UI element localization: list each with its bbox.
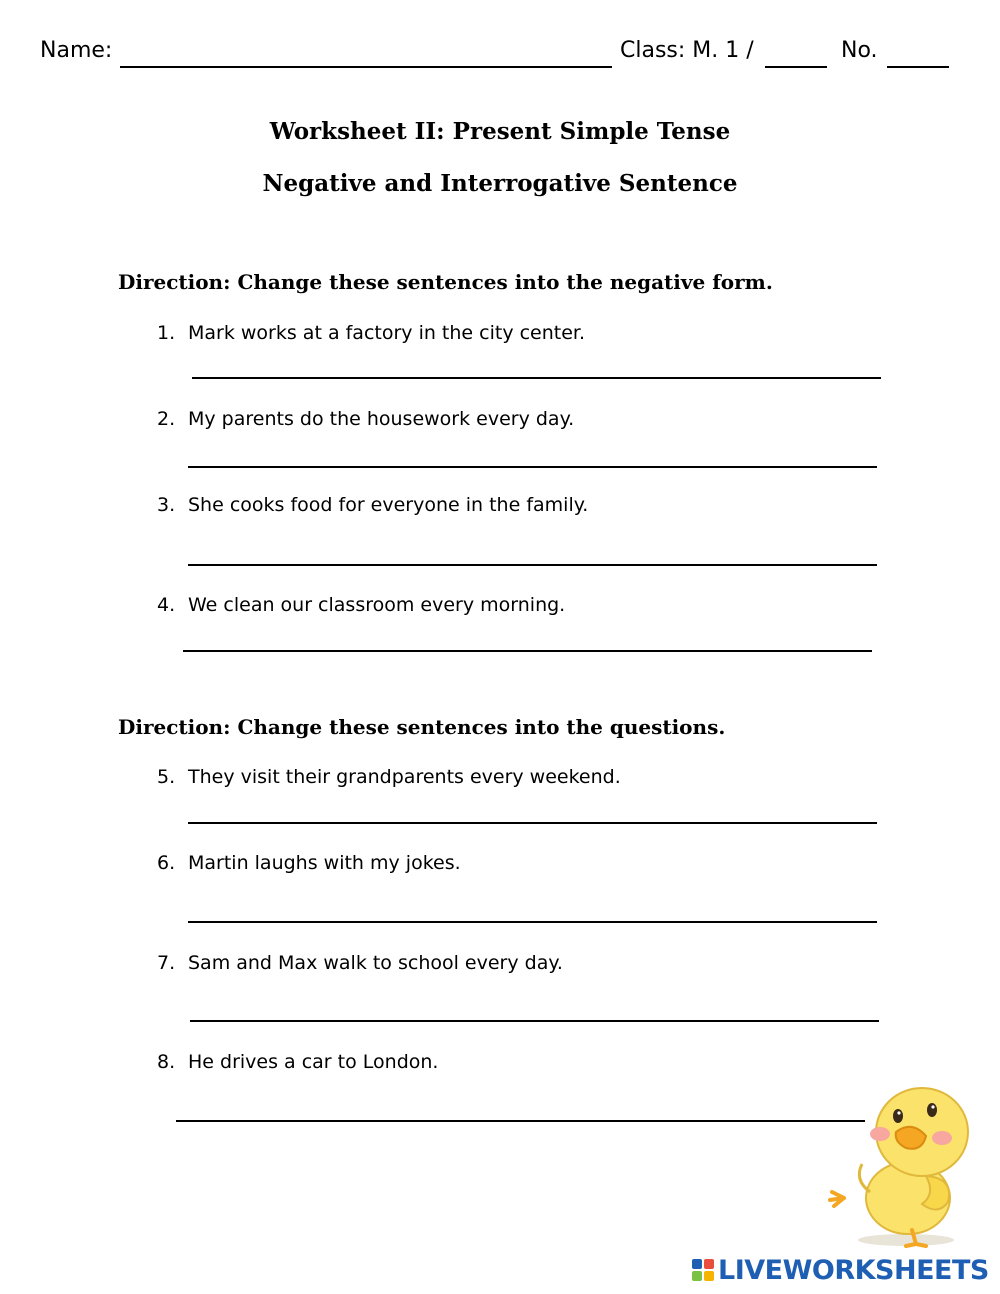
logo-square-yellow bbox=[704, 1271, 714, 1281]
question-4-text: We clean our classroom every morning. bbox=[188, 594, 566, 616]
name-label: Name: bbox=[40, 38, 113, 63]
liveworksheets-wordmark: LIVEWORKSHEETS bbox=[718, 1254, 989, 1286]
answer-input-1[interactable] bbox=[192, 347, 885, 377]
answer-input-3[interactable] bbox=[188, 534, 881, 564]
number-field[interactable] bbox=[887, 66, 949, 68]
question-6-text: Martin laughs with my jokes. bbox=[188, 852, 461, 874]
answer-input-2[interactable] bbox=[188, 436, 881, 466]
answer-input-8[interactable] bbox=[176, 1090, 869, 1120]
class-label: Class: M. 1 / bbox=[620, 38, 754, 63]
liveworksheets-brand bbox=[692, 1254, 989, 1286]
direction-text: Change these sentences into the questions. bbox=[237, 715, 726, 739]
logo-square-green bbox=[692, 1271, 702, 1281]
answer-line-2[interactable] bbox=[188, 466, 877, 468]
question-7-text: Sam and Max walk to school every day. bbox=[188, 952, 563, 974]
logo-square-blue bbox=[692, 1259, 702, 1269]
question-number: 6. bbox=[157, 852, 176, 874]
direction-label: Direction: bbox=[118, 270, 231, 294]
question-number: 8. bbox=[157, 1051, 176, 1073]
question-1-text: Mark works at a factory in the city center. bbox=[188, 322, 586, 344]
question-2-text: My parents do the housework every day. bbox=[188, 408, 575, 430]
class-field[interactable] bbox=[765, 66, 827, 68]
number-label: No. bbox=[841, 38, 878, 63]
answer-input-4[interactable] bbox=[183, 620, 876, 650]
question-3-text: She cooks food for everyone in the family. bbox=[188, 494, 589, 516]
direction-label: Direction: bbox=[118, 715, 231, 739]
answer-line-7[interactable] bbox=[190, 1020, 879, 1022]
question-5-text: They visit their grandparents every weekend. bbox=[188, 766, 621, 788]
answer-input-7[interactable] bbox=[190, 990, 883, 1020]
answer-line-5[interactable] bbox=[188, 822, 877, 824]
answer-line-8[interactable] bbox=[176, 1120, 865, 1122]
worksheet-title: Worksheet II: Present Simple Tense bbox=[269, 118, 731, 145]
direction-negative bbox=[118, 270, 773, 294]
question-number: 3. bbox=[157, 494, 176, 516]
answer-line-1[interactable] bbox=[192, 377, 881, 379]
liveworksheets-logo-icon bbox=[692, 1259, 714, 1281]
question-number: 5. bbox=[157, 766, 176, 788]
question-number: 1. bbox=[157, 322, 176, 344]
header-row bbox=[0, 38, 1000, 72]
direction-text: Change these sentences into the negative form. bbox=[237, 270, 773, 294]
answer-line-4[interactable] bbox=[183, 650, 872, 652]
answer-input-6[interactable] bbox=[188, 891, 881, 921]
question-number: 7. bbox=[157, 952, 176, 974]
question-number: 2. bbox=[157, 408, 176, 430]
answer-line-6[interactable] bbox=[188, 921, 877, 923]
question-number: 4. bbox=[157, 594, 176, 616]
name-field[interactable] bbox=[120, 66, 612, 68]
direction-questions bbox=[118, 715, 725, 739]
answer-line-3[interactable] bbox=[188, 564, 877, 566]
answer-input-5[interactable] bbox=[188, 792, 881, 822]
logo-square-red bbox=[704, 1259, 714, 1269]
worksheet-subtitle: Negative and Interrogative Sentence bbox=[262, 170, 738, 197]
chick-mascot-icon bbox=[826, 1080, 976, 1248]
question-8-text: He drives a car to London. bbox=[188, 1051, 439, 1073]
